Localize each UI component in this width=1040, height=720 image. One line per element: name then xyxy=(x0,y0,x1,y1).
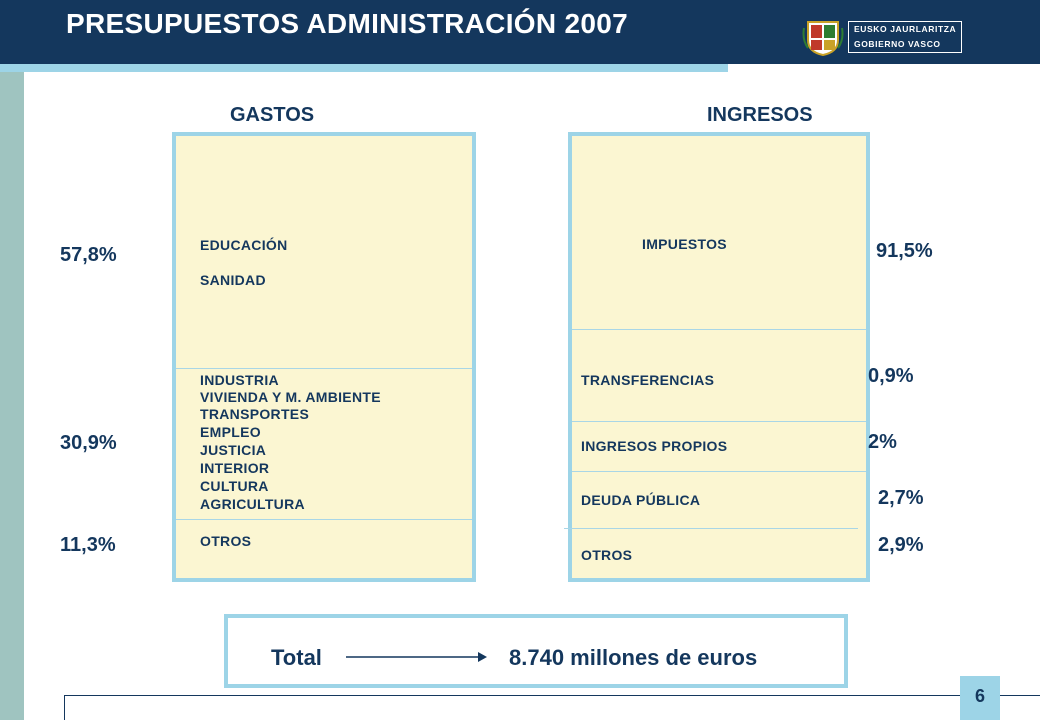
gastos-item-empleo: EMPLEO xyxy=(200,424,261,440)
gastos-percent-3: 11,3% xyxy=(60,534,116,556)
gastos-column xyxy=(172,132,476,582)
gastos-item-vivienda: VIVIENDA Y M. AMBIENTE xyxy=(200,389,381,405)
footer-line xyxy=(64,695,1040,696)
page-title: PRESUPUESTOS ADMINISTRACIÓN 2007 xyxy=(66,8,628,39)
logo-text-euskera: EUSKO JAURLARITZA xyxy=(854,24,957,34)
ingresos-divider-2 xyxy=(572,421,866,422)
coat-of-arms-icon xyxy=(802,18,844,56)
ingresos-divider-1 xyxy=(572,329,866,330)
page-number: 6 xyxy=(974,686,985,706)
logo-text-spanish: GOBIERNO VASCO xyxy=(854,39,941,49)
ingresos-percent-impuestos: 91,5% xyxy=(876,240,933,262)
total-label: Total xyxy=(271,645,322,670)
ingresos-heading: INGRESOS xyxy=(707,104,813,126)
ingresos-percent-otros: 2,9% xyxy=(878,534,924,556)
gastos-item-educacion: EDUCACIÓN xyxy=(200,237,288,253)
ingresos-percent-deuda: 2,7% xyxy=(878,487,924,509)
gastos-item-agricultura: AGRICULTURA xyxy=(200,496,305,512)
gastos-item-cultura: CULTURA xyxy=(200,478,269,494)
gobierno-vasco-logo xyxy=(800,18,965,56)
gastos-item-industria: INDUSTRIA xyxy=(200,372,279,388)
ingresos-item-transferencias: TRANSFERENCIAS xyxy=(581,372,715,388)
gastos-heading: GASTOS xyxy=(230,104,315,126)
header-stripe xyxy=(0,64,728,72)
ingresos-item-impuestos: IMPUESTOS xyxy=(642,236,727,252)
ingresos-percent-transferencias: 0,9% xyxy=(868,365,914,387)
gastos-divider-2 xyxy=(176,519,472,520)
left-sidebar-bar xyxy=(0,72,24,720)
gastos-item-otros: OTROS xyxy=(200,533,252,549)
gastos-percent-1: 57,8% xyxy=(60,244,117,266)
ingresos-column xyxy=(568,132,870,582)
gastos-item-transportes: TRANSPORTES xyxy=(200,406,310,422)
arrow-right-icon xyxy=(344,650,488,664)
gastos-percent-2: 30,9% xyxy=(60,432,117,454)
gastos-item-interior: INTERIOR xyxy=(200,460,270,476)
total-value: 8.740 millones de euros xyxy=(509,645,758,670)
ingresos-item-propios: INGRESOS PROPIOS xyxy=(581,438,728,454)
footer-tick xyxy=(64,695,65,720)
ingresos-divider-3 xyxy=(572,471,866,472)
ingresos-divider-4 xyxy=(564,528,858,529)
ingresos-percent-propios: 2% xyxy=(868,431,897,453)
gastos-item-sanidad: SANIDAD xyxy=(200,272,266,288)
ingresos-item-otros: OTROS xyxy=(581,547,633,563)
gastos-divider-1 xyxy=(176,368,472,369)
ingresos-item-deuda: DEUDA PÚBLICA xyxy=(581,492,701,508)
gastos-item-justicia: JUSTICIA xyxy=(200,442,267,458)
